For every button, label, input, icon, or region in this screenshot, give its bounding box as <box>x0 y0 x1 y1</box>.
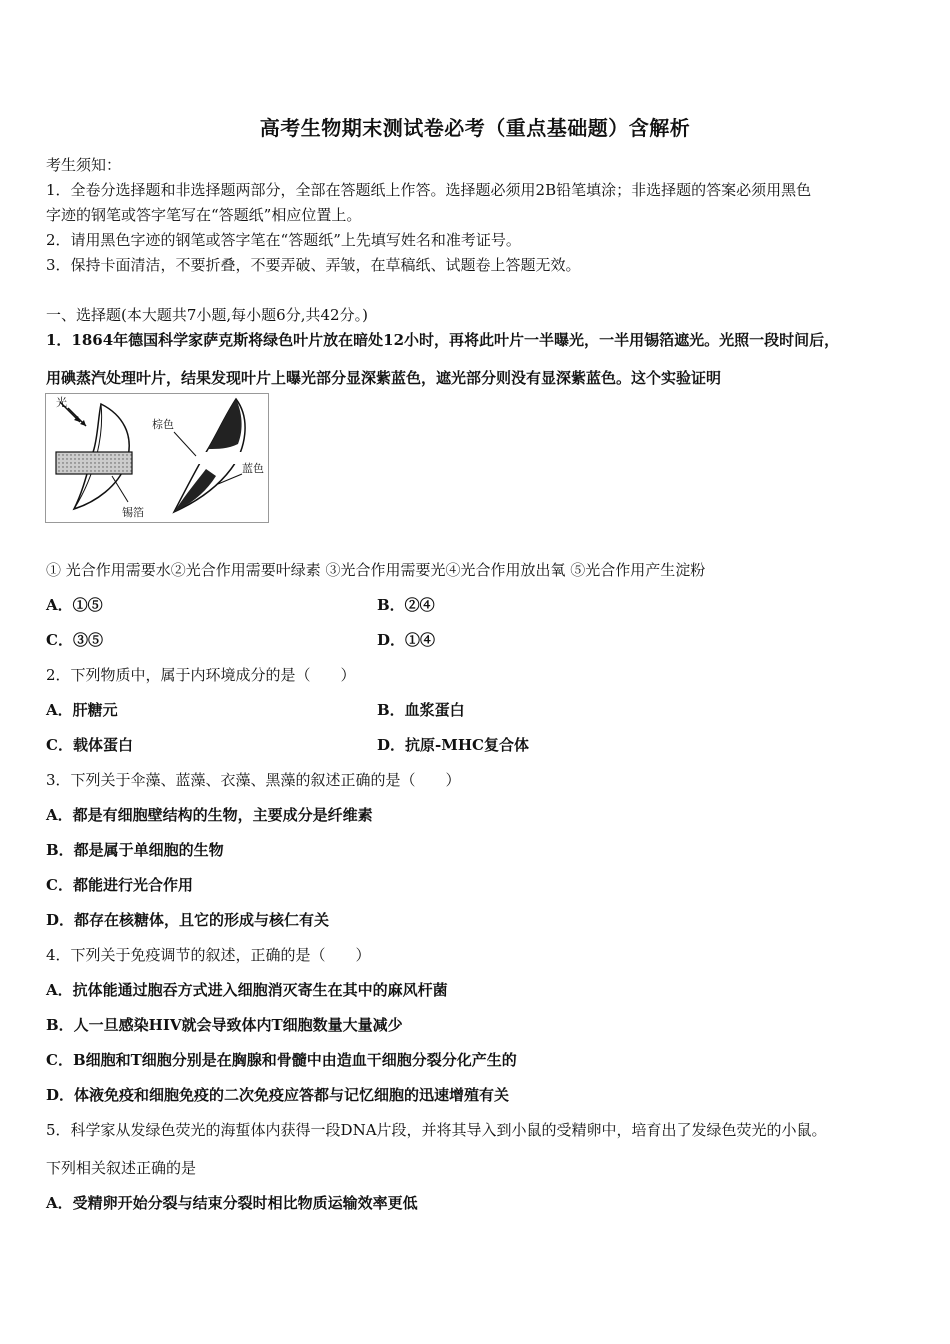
q1-option-b[interactable]: B．②④ <box>377 596 435 614</box>
label-brown: 棕色 <box>152 418 174 431</box>
q4-option-c[interactable]: C．B细胞和T细胞分别是在胸腺和骨髓中由造血干细胞分裂分化产生的 <box>46 1051 517 1069</box>
q2-option-c[interactable]: C．载体蛋白 <box>46 736 133 754</box>
q5-option-a[interactable]: A．受精卵开始分裂与结束分裂时相比物质运输效率更低 <box>46 1194 418 1212</box>
q3-stem: 3．下列关于伞藻、蓝藻、衣藻、黑藻的叙述正确的是（ ） <box>46 771 461 789</box>
q4-option-b[interactable]: B．人一旦感染HIV就会导致体内T细胞数量大量减少 <box>46 1016 403 1034</box>
label-light: 光 <box>56 396 67 409</box>
q5-stem-line1: 5．科学家从发绿色荧光的海蜇体内获得一段DNA片段，并将其导入到小鼠的受精卵中，培育出了发绿色荧光的小鼠。 <box>46 1121 827 1139</box>
notice-heading: 考生须知： <box>46 156 122 174</box>
q3-option-c[interactable]: C．都能进行光合作用 <box>46 876 193 894</box>
notice-item: 2．请用黑色字迹的钢笔或答字笔在“答题纸”上先填写姓名和准考证号。 <box>46 231 521 249</box>
page-title: 高考生物期末测试卷必考（重点基础题）含解析 <box>259 116 691 140</box>
leaf-experiment-figure <box>45 393 269 523</box>
q1-option-a[interactable]: A．①⑤ <box>46 596 103 614</box>
q1-stem-line2: 用碘蒸汽处理叶片，结果发现叶片上曝光部分显深紫蓝色，遮光部分则没有显深紫蓝色。这个实验证明 <box>46 369 722 387</box>
label-blue: 蓝色 <box>242 462 264 475</box>
section-heading: 一、选择题(本大题共7小题,每小题6分,共42分。) <box>46 306 368 324</box>
notice-item: 1．全卷分选择题和非选择题两部分，全部在答题纸上作答。选择题必须用2B铅笔填涂；非选择题的答案必须用黑色 <box>46 181 812 199</box>
q1-stem-line1: 1．1864年德国科学家萨克斯将绿色叶片放在暗处12小时，再将此叶片一半曝光，一半用锡箔遮光。光照一段时间后， <box>46 331 840 349</box>
q1-statements: ① 光合作用需要水②光合作用需要叶绿素 ③光合作用需要光④光合作用放出氧 ⑤光合作用产生淀粉 <box>46 561 706 579</box>
q5-stem-line2: 下列相关叙述正确的是 <box>46 1159 197 1177</box>
q3-option-a[interactable]: A．都是有细胞壁结构的生物，主要成分是纤维素 <box>46 806 373 824</box>
q2-option-a[interactable]: A．肝糖元 <box>46 701 118 719</box>
q1-option-d[interactable]: D．①④ <box>377 631 436 649</box>
q2-option-d[interactable]: D．抗原-MHC复合体 <box>377 736 529 754</box>
q2-stem: 2．下列物质中，属于内环境成分的是（ ） <box>46 666 356 684</box>
q2-option-b[interactable]: B．血浆蛋白 <box>377 701 465 719</box>
q4-option-d[interactable]: D．体液免疫和细胞免疫的二次免疫应答都与记忆细胞的迅速增殖有关 <box>46 1086 510 1104</box>
q1-option-c[interactable]: C．③⑤ <box>46 631 103 649</box>
notice-item: 字迹的钢笔或答字笔写在“答题纸”相应位置上。 <box>46 206 362 224</box>
label-foil: 锡箔 <box>122 506 144 519</box>
q3-option-d[interactable]: D．都存在核糖体，且它的形成与核仁有关 <box>46 911 330 929</box>
q4-stem: 4．下列关于免疫调节的叙述，正确的是（ ） <box>46 946 371 964</box>
notice-item: 3．保持卡面清洁，不要折叠，不要弄破、弄皱，在草稿纸、试题卷上答题无效。 <box>46 256 581 274</box>
q3-option-b[interactable]: B．都是属于单细胞的生物 <box>46 841 224 859</box>
q4-option-a[interactable]: A．抗体能通过胞吞方式进入细胞消灭寄生在其中的麻风杆菌 <box>46 981 448 999</box>
